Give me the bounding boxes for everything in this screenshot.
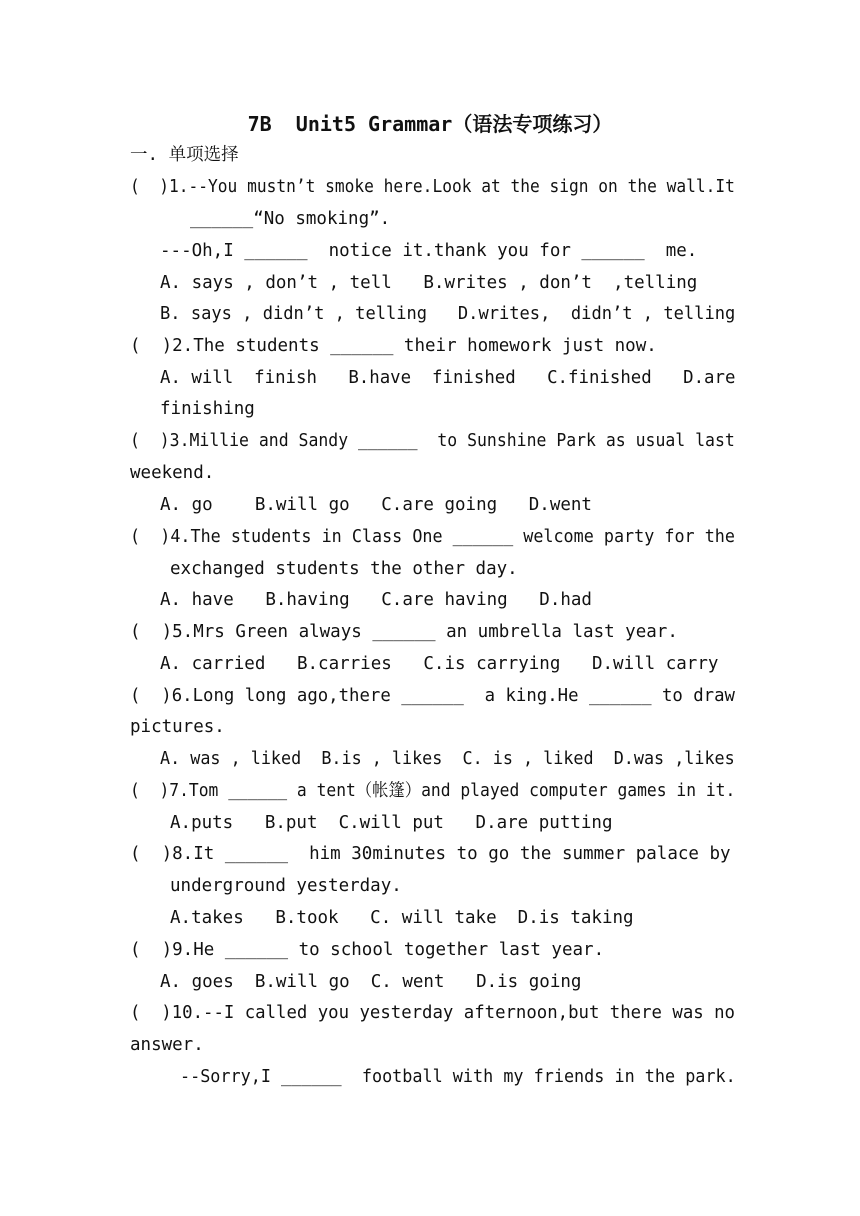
q7-options: A.puts B.put C.will put D.are putting [170, 813, 613, 833]
q10-question-cont: answer. [130, 1035, 204, 1055]
q10-reply: --Sorry,I ______ football with my friends in the park. [180, 1067, 736, 1087]
q2-options: A. will finish B.have finished C.finished D.are [160, 368, 736, 388]
q9-options: A. goes B.will go C. went D.is going [160, 972, 582, 992]
q8-question: ( )8.It ______ him 30minutes to go the summer palace by [130, 844, 731, 864]
q1-reply: ---Oh,I ______ notice it.thank you for ______ me. [160, 241, 698, 261]
q3-options: A. go B.will go C.are going D.went [160, 495, 592, 515]
q4-options: A. have B.having C.are having D.had [160, 590, 592, 610]
q4-question: ( )4.The students in Class One ______ welcome party for the [130, 527, 735, 547]
q3-question-cont: weekend. [130, 463, 215, 483]
q1-options-1: A. says , don’t , tell B.writes , don’t ,telling [160, 273, 698, 293]
q6-question: ( )6.Long long ago,there ______ a king.He ______ to draw [130, 686, 735, 706]
q5-options: A. carried B.carries C.is carrying D.will carry [160, 654, 719, 674]
q2-question: ( )2.The students ______ their homework just now. [130, 336, 657, 356]
q5-question: ( )5.Mrs Green always ______ an umbrella last year. [130, 622, 678, 642]
q3-question: ( )3.Millie and Sandy ______ to Sunshine Park as usual last [130, 431, 735, 451]
q6-question-cont: pictures. [130, 717, 225, 737]
section-heading: 一. 单项选择 [130, 145, 239, 165]
q8-question-cont: underground yesterday. [170, 876, 402, 896]
q6-options: A. was , liked B.is , likes C. is , liked D.was ,likes [160, 749, 735, 769]
q8-options: A.takes B.took C. will take D.is taking [170, 908, 634, 928]
q7-question: ( )7.Tom ______ a tent（帐篷）and played computer games in it. [130, 781, 736, 801]
q1-line2: ______“No smoking”. [190, 209, 391, 229]
q2-options-cont: finishing [160, 399, 255, 419]
q4-question-cont: exchanged students the other day. [170, 559, 518, 579]
page-title: 7B Unit5 Grammar（语法专项练习） [247, 112, 613, 136]
q9-question: ( )9.He ______ to school together last year. [130, 940, 605, 960]
q10-question: ( )10.--I called you yesterday afternoon,but there was no [130, 1003, 735, 1023]
q1-options-2: B. says , didn’t , telling D.writes, didn’t , telling [160, 304, 736, 324]
q1-line1: ( )1.--You mustn’t smoke here.Look at the sign on the wall.It [130, 177, 735, 197]
